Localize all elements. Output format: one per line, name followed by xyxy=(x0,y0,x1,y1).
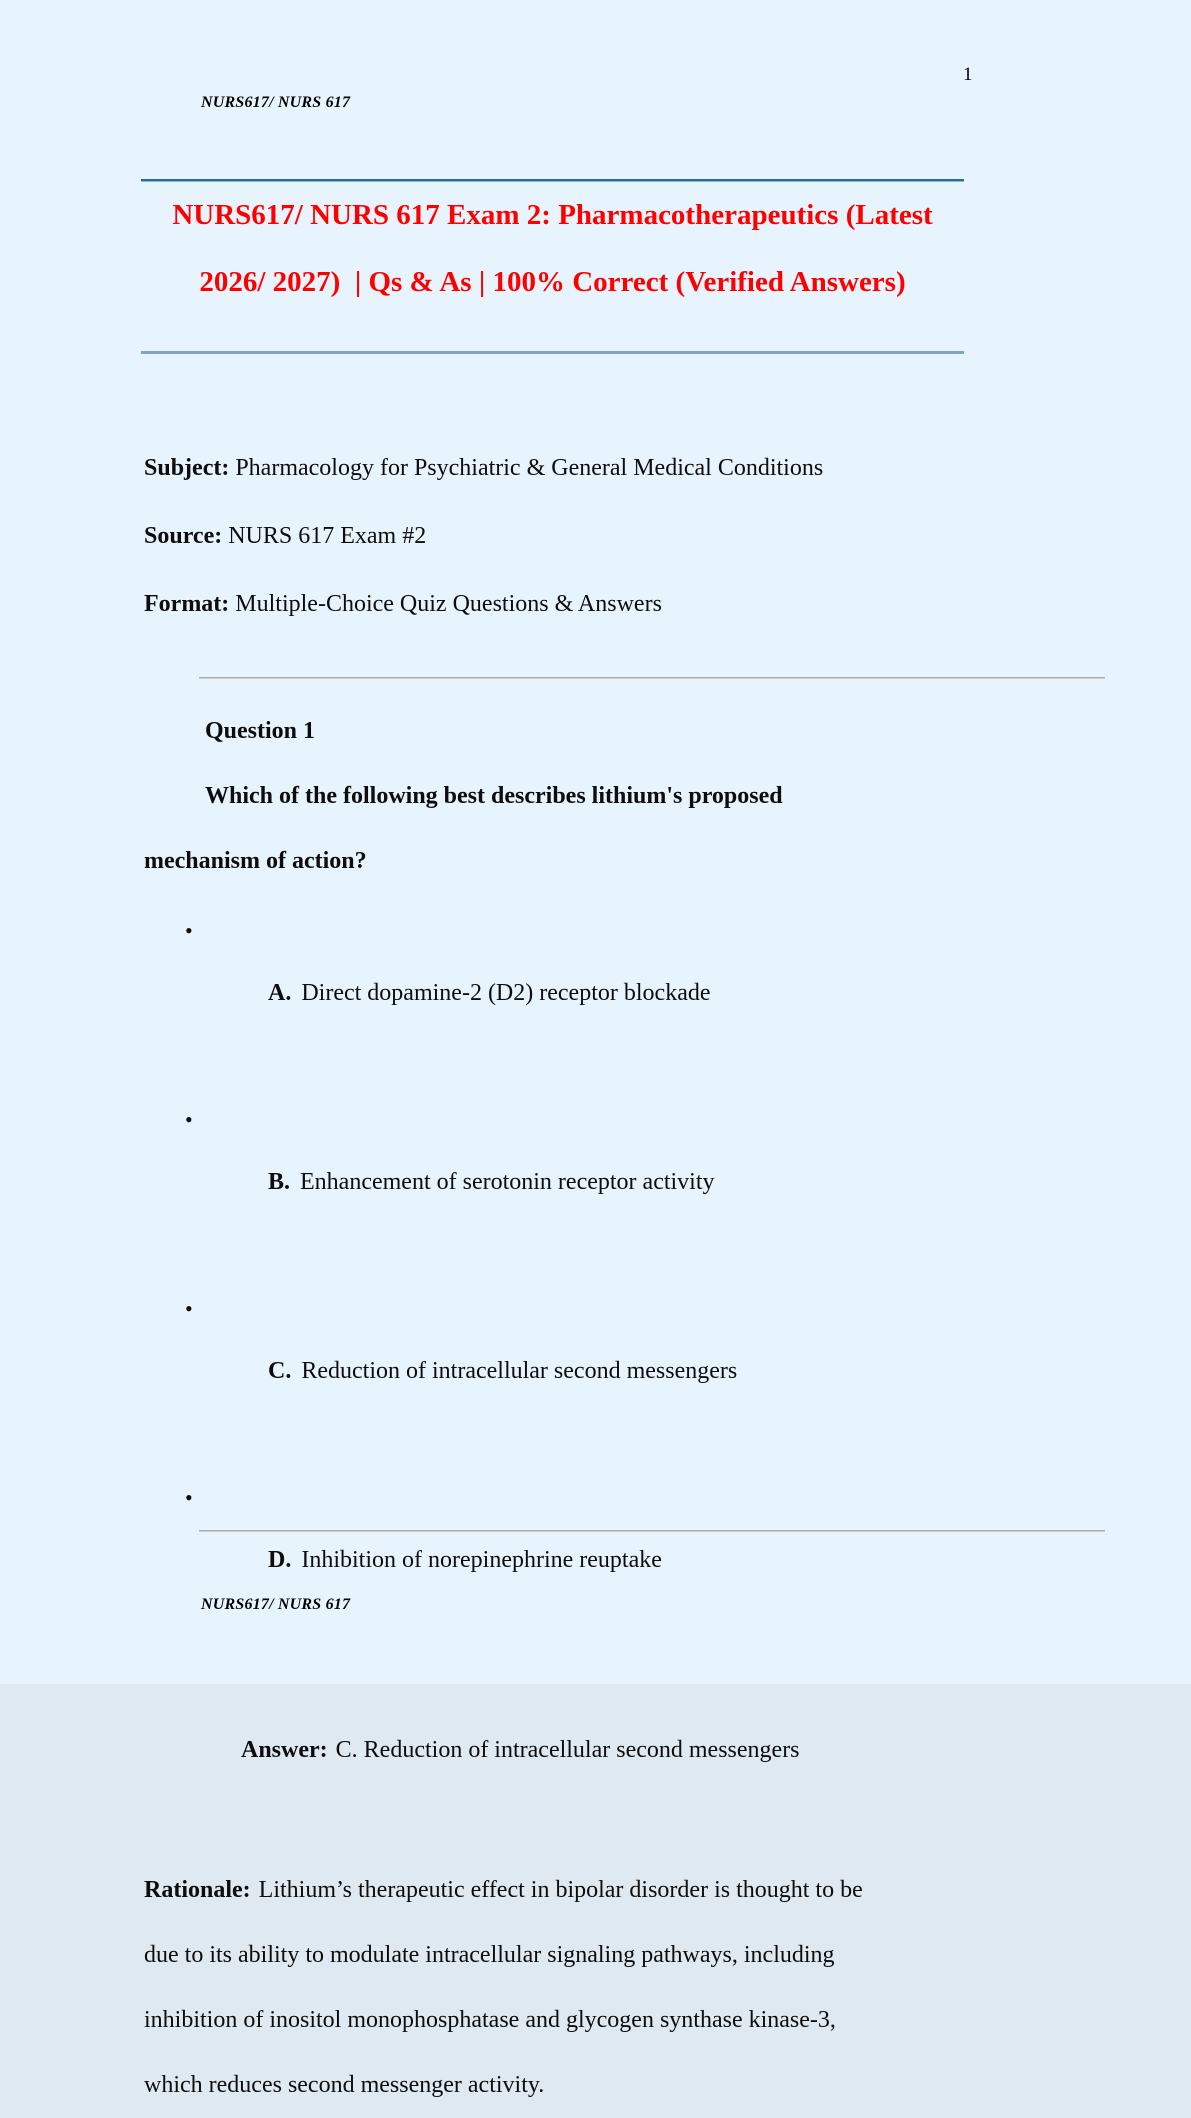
rationale-line-4: which reduces second messenger activity. xyxy=(144,2072,545,2098)
page-title-line-2: 2026/ 2027) | Qs & As | 100% Correct (Verified Answers) xyxy=(199,266,906,298)
option-letter: D. xyxy=(268,1547,292,1573)
question-prompt-line-2: mechanism of action? xyxy=(144,848,367,874)
meta-format-label: Format: xyxy=(144,591,230,617)
option-row-b xyxy=(144,1088,1047,1277)
meta-source-value: NURS 617 Exam #2 xyxy=(222,523,427,549)
options-list xyxy=(144,899,1047,1655)
meta-subject-value: Pharmacology for Psychiatric & General Medical Conditions xyxy=(229,455,824,481)
title-rule-bottom xyxy=(141,351,964,354)
answer-label: Answer: xyxy=(241,1737,328,1763)
option-letter: C. xyxy=(268,1358,292,1384)
page-title-line-1: NURS617/ NURS 617 Exam 2: Pharmacotherapeutics (Latest xyxy=(172,199,933,231)
bullet-icon: • xyxy=(185,1296,193,1321)
question-heading: Question 1 xyxy=(205,718,316,744)
question-prompt-line-1: Which of the following best describes lithium's proposed xyxy=(205,783,783,809)
page-title xyxy=(141,182,964,316)
meta-subject-label: Subject: xyxy=(144,455,230,481)
meta-source-label: Source: xyxy=(144,523,223,549)
rationale-line-3: inhibition of inositol monophosphatase and glycogen synthase kinase-3, xyxy=(144,2007,836,2033)
section-divider-bottom xyxy=(199,1530,1105,1532)
meta-format-value: Multiple-Choice Quiz Questions & Answers xyxy=(229,591,662,617)
option-letter: B. xyxy=(268,1169,291,1195)
option-text: Enhancement of serotonin receptor activity xyxy=(300,1169,715,1195)
option-text: Inhibition of norepinephrine reuptake xyxy=(301,1547,662,1573)
header-course-code: NURS617/ NURS 617 xyxy=(201,94,351,111)
rationale-text-1: Lithium’s therapeutic effect in bipolar disorder is thought to be xyxy=(258,1877,863,1903)
meta-subject-row xyxy=(144,434,1047,502)
section-divider-top xyxy=(199,677,1105,679)
option-row-c xyxy=(144,1277,1047,1466)
meta-format-row xyxy=(144,570,1047,638)
option-row-d xyxy=(144,1466,1047,1655)
rationale-label: Rationale: xyxy=(144,1877,251,1903)
question-block xyxy=(144,699,1047,2118)
meta-source-row xyxy=(144,502,1047,570)
rationale-line-1 xyxy=(144,1858,1047,1923)
meta-block xyxy=(144,434,1047,638)
answer-row xyxy=(144,1653,1047,1848)
option-text: Direct dopamine-2 (D2) receptor blockade xyxy=(301,980,711,1006)
bullet-icon: • xyxy=(185,918,193,943)
option-text: Reduction of intracellular second messengers xyxy=(301,1358,738,1384)
answer-value: C. Reduction of intracellular second messengers xyxy=(335,1737,800,1763)
option-letter: A. xyxy=(268,980,292,1006)
option-row-a xyxy=(144,899,1047,1088)
rationale-paragraph xyxy=(144,1858,1047,2118)
footer-course-code: NURS617/ NURS 617 xyxy=(201,1596,351,1613)
rationale-line-2: due to its ability to modulate intracellular signaling pathways, including xyxy=(144,1942,835,1968)
bullet-icon: • xyxy=(185,1107,193,1132)
page-number: 1 xyxy=(963,64,973,85)
bullet-icon: • xyxy=(185,1485,193,1510)
